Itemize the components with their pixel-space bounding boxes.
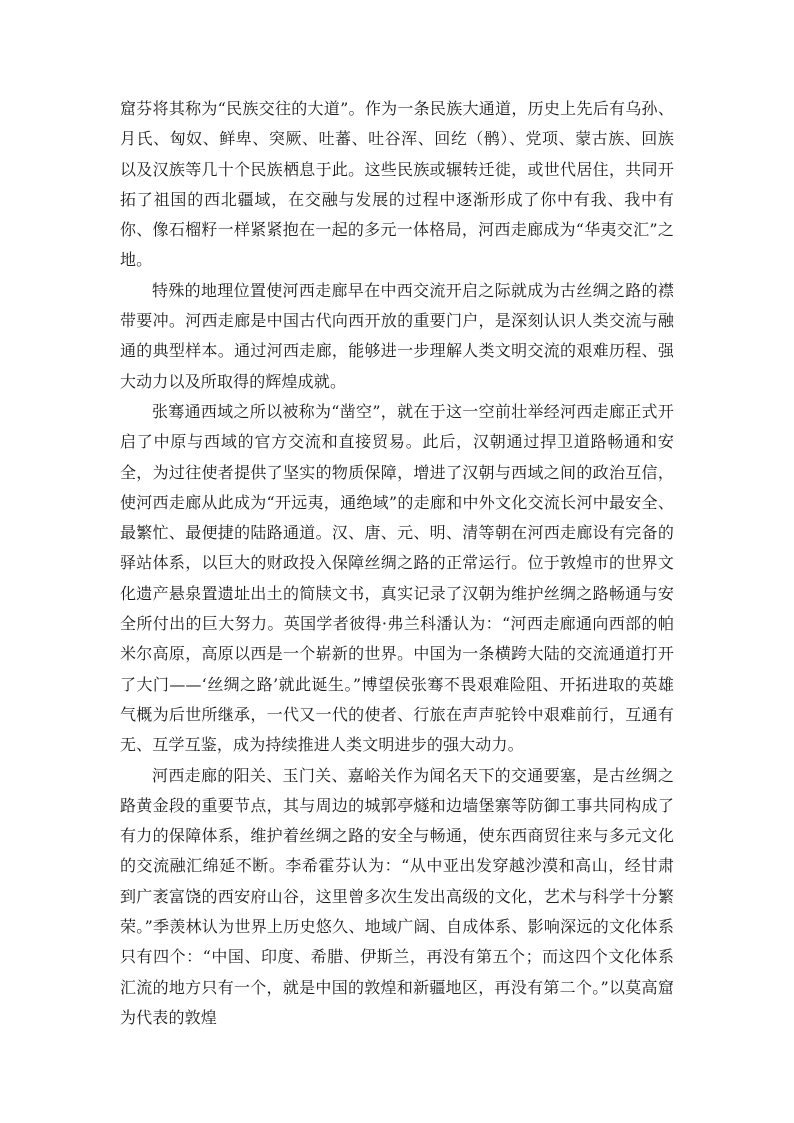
paragraph-1: 窟芬将其称为“民族交往的大道”。作为一条民族大通道，历史上先后有乌孙、月氏、匈奴、鲜卑、突厥、吐蕃、吐谷浑、回纥（鹘）、党项、蒙古族、回族以及汉族等几十个民族栖息于此。这些民族或辗转迁徙，或世代居住，共同开拓了祖国的西北疆域，在交融与发展的过程中逐渐形成了你中有我、我中有你、像石榴籽一样紧紧抱在一起的多元一体格局，河西走廊成为“华夷交汇”之地。	[120, 99, 674, 270]
article-body	[120, 94, 674, 1033]
paragraph-3: 张骞通西域之所以被称为“凿空”，就在于这一空前壮举经河西走廊正式开启了中原与西域的官方交流和直接贸易。此后，汉朝通过捍卫道路畅通和安全，为过往使者提供了坚实的物质保障，增进了汉朝与西域之间的政治互信，使河西走廊从此成为“开远夷，通绝域”的走廊和中外文化交流长河中最安全、最繁忙、最便捷的陆路通道。汉、唐、元、明、清等朝在河西走廊设有完备的驿站体系，以巨大的财政投入保障丝绸之路的正常运行。位于敦煌市的世界文化遗产悬泉置遗址出土的简牍文书，真实记录了汉朝为维护丝绸之路畅通与安全所付出的巨大努力。英国学者彼得·弗兰科潘认为：“河西走廊通向西部的帕米尔高原，高原以西是一个崭新的世界。中国为一条横跨大陆的交流通道打开了大门——‘丝绸之路’就此诞生。”博望侯张骞不畏艰难险阻、开拓进取的英雄气概为后世所继承，一代又一代的使者、行旅在声声驼铃中艰难前行，互通有无、互学互鉴，成为持续推进人类文明进步的强大动力。	[120, 401, 674, 755]
paragraph-4: 河西走廊的阳关、玉门关、嘉峪关作为闻名天下的交通要塞，是古丝绸之路黄金段的重要节点，其与周边的城郭亭燧和边墙堡寨等防御工事共同构成了有力的保障体系，维护着丝绸之路的安全与畅通，使东西商贸往来与多元文化的交流融汇绵延不断。李希霍芬认为：“从中亚出发穿越沙漠和高山，经甘肃到广袤富饶的西安府山谷，这里曾多次生发出高级的文化，艺术与科学十分繁荣。”季羡林认为世界上历史悠久、地域广阔、自成体系、影响深远的文化体系只有四个：“中国、印度、希腊、伊斯兰，再没有第五个；而这四个文化体系汇流的地方只有一个，就是中国的敦煌和新疆地区，再没有第二个。”以莫高窟为代表的敦煌	[120, 765, 674, 1027]
paragraph-2: 特殊的地理位置使河西走廊早在中西交流开启之际就成为古丝绸之路的襟带要冲。河西走廊是中国古代向西开放的重要门户，是深刻认识人类交流与融通的典型样本。通过河西走廊，能够进一步理解人类文明交流的艰难历程、强大动力以及所取得的辉煌成就。	[120, 280, 674, 391]
